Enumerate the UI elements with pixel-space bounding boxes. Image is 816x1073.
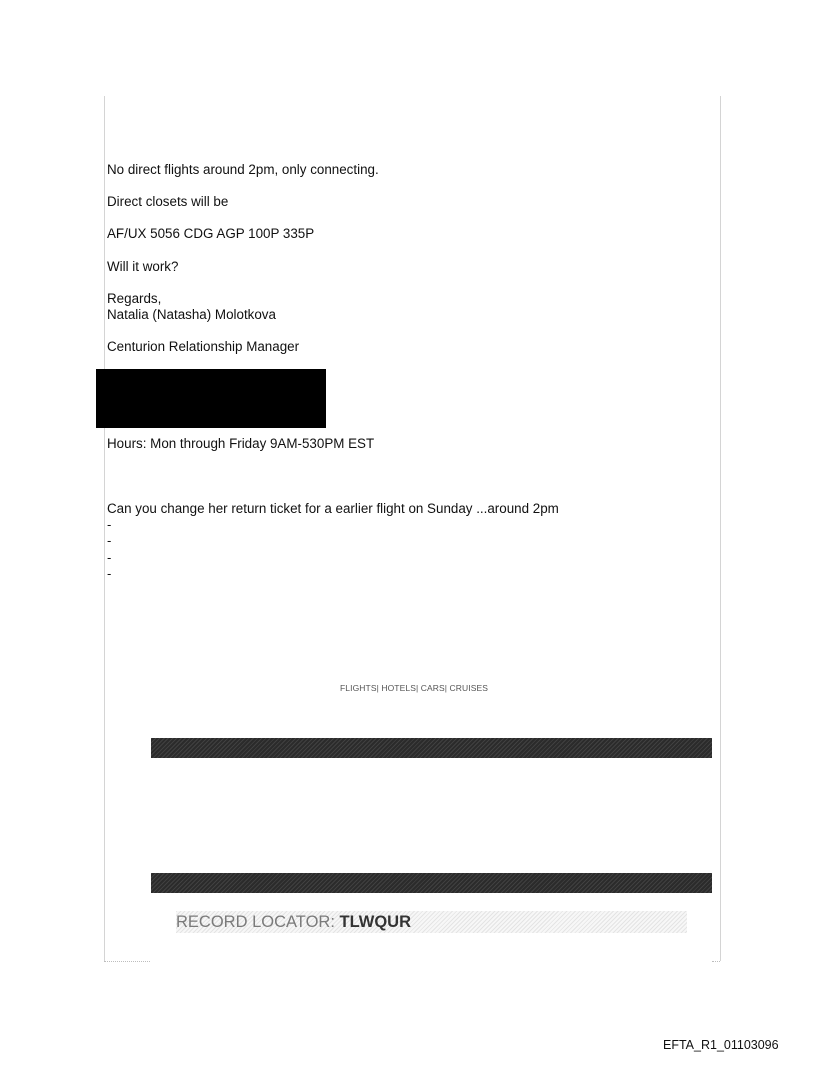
- dash-item: -: [107, 566, 112, 581]
- email-line-flight-details: AF/UX 5056 CDG AGP 100P 335P: [107, 226, 315, 241]
- email-line-direct-closets: Direct closets will be: [107, 194, 229, 209]
- document-id: EFTA_R1_01103096: [663, 1038, 779, 1052]
- travel-nav-links: FLIGHTS| HOTELS| CARS| CRUISES: [340, 683, 489, 693]
- sender-name: Natalia (Natasha) Molotkova: [107, 307, 276, 322]
- dash-item: -: [107, 517, 112, 532]
- email-line-no-direct-flights: No direct flights around 2pm, only connecting.: [107, 162, 379, 177]
- dash-item: -: [107, 533, 112, 548]
- email-line-will-it-work: Will it work?: [107, 259, 179, 274]
- redaction-block: [96, 369, 326, 428]
- dash-item: -: [107, 550, 112, 565]
- sender-title: Centurion Relationship Manager: [107, 339, 300, 354]
- office-hours: Hours: Mon through Friday 9AM-530PM EST: [107, 436, 375, 451]
- email-greeting: Regards,: [107, 291, 162, 306]
- itinerary-section-bar: [151, 873, 712, 893]
- change-ticket-request: Can you change her return ticket for a earlier flight on Sunday ...around 2pm: [107, 501, 559, 516]
- record-locator: [176, 913, 411, 932]
- bottom-rule-right: [712, 961, 720, 962]
- record-locator-value: TLWQUR: [339, 913, 411, 931]
- bottom-rule-left: [104, 961, 150, 962]
- record-locator-label: RECORD LOCATOR:: [176, 913, 340, 931]
- itinerary-header-bar: [151, 738, 712, 758]
